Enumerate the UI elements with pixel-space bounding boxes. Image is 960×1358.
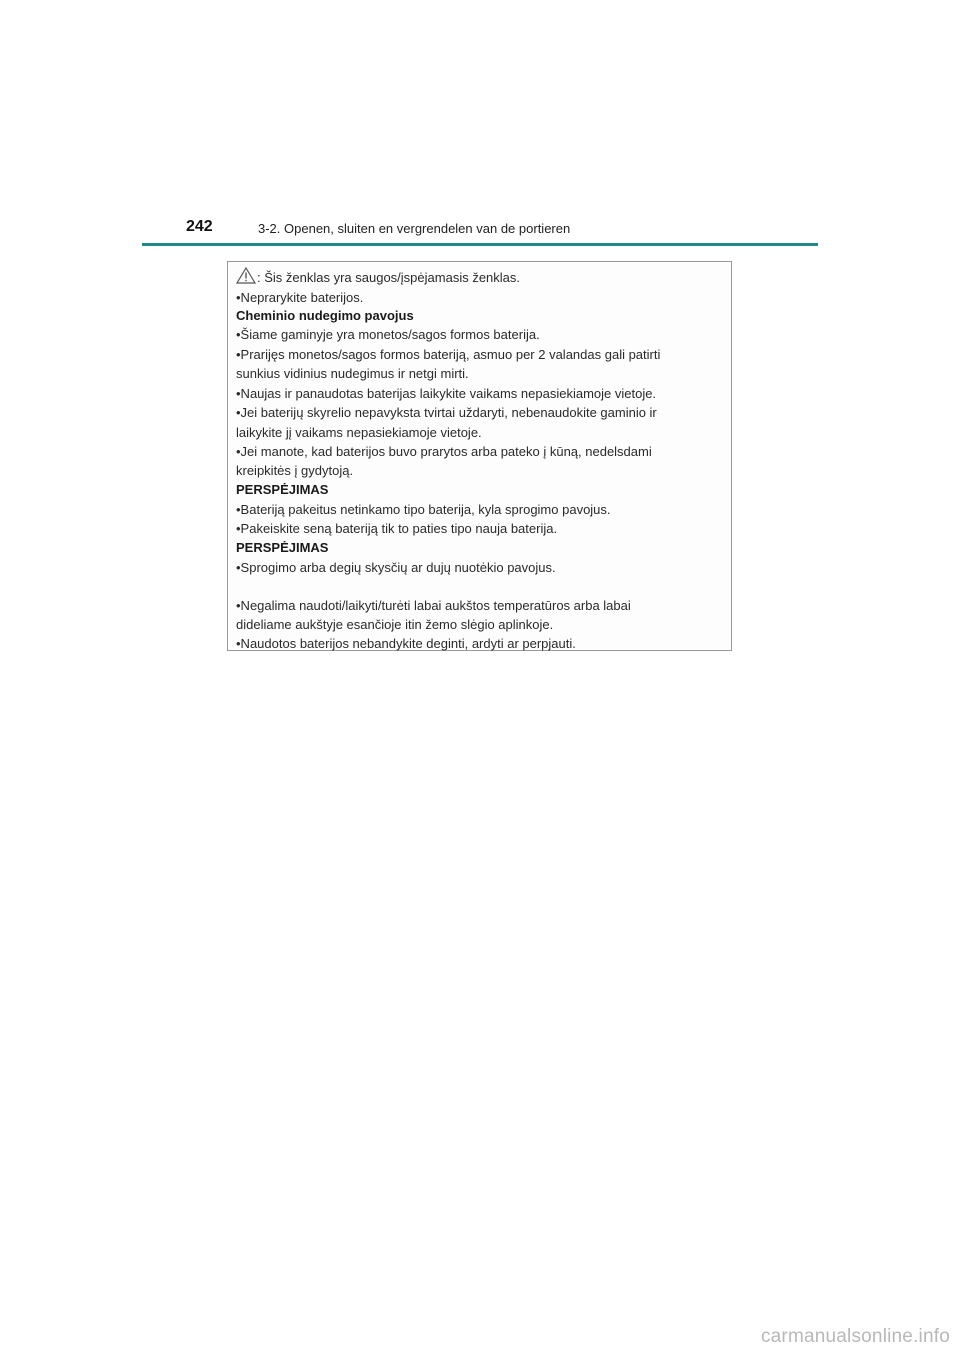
warning-symbol-line xyxy=(236,267,520,288)
notice-heading-chemical-burn: Cheminio nudegimo pavojus xyxy=(236,308,414,323)
notice-line: •Naudotos baterijos nebandykite deginti, ardyti ar perpjauti. xyxy=(236,636,576,651)
notice-line: •Sprogimo arba degių skysčių ar dujų nuotėkio pavojus. xyxy=(236,560,556,575)
notice-line: •Prarijęs monetos/sagos formos bateriją, asmuo per 2 valandas gali patirti xyxy=(236,347,661,362)
notice-line: •Pakeiskite seną bateriją tik to paties tipo nauja baterija. xyxy=(236,521,558,536)
battery-warning-box xyxy=(227,261,732,651)
page-number: 242 xyxy=(186,218,213,235)
notice-heading-warning: PERSPĖJIMAS xyxy=(236,482,329,497)
notice-line: dideliame aukštyje esančioje itin žemo slėgio aplinkoje. xyxy=(236,617,554,632)
header-rule xyxy=(142,243,818,246)
notice-line: sunkius vidinius nudegimus ir netgi mirti. xyxy=(236,366,469,381)
site-watermark: carmanualsonline.info xyxy=(760,1326,950,1347)
notice-line: •Šiame gaminyje yra monetos/sagos formos baterija. xyxy=(236,327,540,342)
notice-line: •Naujas ir panaudotas baterijas laikykite vaikams nepasiekiamoje vietoje. xyxy=(236,386,657,401)
warning-triangle-icon xyxy=(236,267,256,288)
notice-line: •Jei manote, kad baterijos buvo prarytos arba pateko į kūną, nedelsdami xyxy=(236,444,652,459)
notice-line: •Negalima naudoti/laikyti/turėti labai aukštos temperatūros arba labai xyxy=(236,598,631,613)
notice-line: kreipkitės į gydytoją. xyxy=(236,463,354,478)
notice-line: •Jei baterijų skyrelio nepavyksta tvirtai uždaryti, nebenaudokite gaminio ir xyxy=(236,405,657,420)
notice-heading-warning: PERSPĖJIMAS xyxy=(236,540,329,555)
notice-line: laikykite jį vaikams nepasiekiamoje vietoje. xyxy=(236,425,482,440)
section-title: 3-2. Openen, sluiten en vergrendelen van de portieren xyxy=(258,221,571,236)
notice-line: •Neprarykite baterijos. xyxy=(236,290,364,305)
warning-symbol-text: : Šis ženklas yra saugos/įspėjamasis ženklas. xyxy=(257,270,521,285)
notice-line: •Bateriją pakeitus netinkamo tipo baterija, kyla sprogimo pavojus. xyxy=(236,502,611,517)
